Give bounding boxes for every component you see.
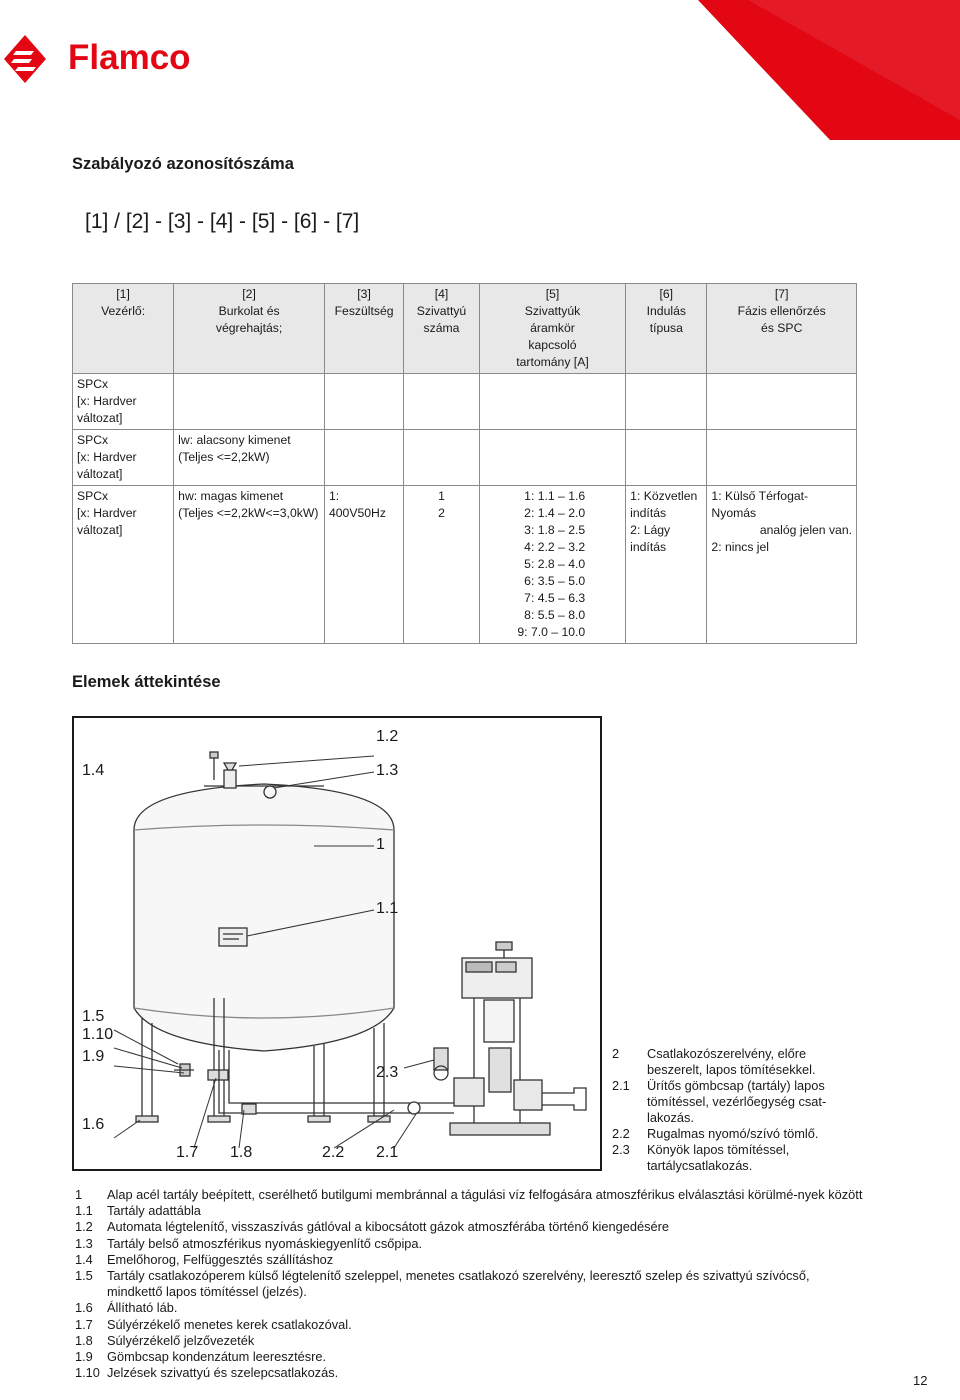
- title-rest: Telepítési: [591, 36, 685, 59]
- list-item: 1.1 Tartály adattábla: [75, 1203, 201, 1219]
- table-cell: [626, 374, 707, 430]
- table-cell: 1: 1.1 – 1.6 2: 1.4 – 2.0 3: 1.8 – 2.5 4: 2.2 – 3.2 5: 2.8 – 4.0 6: 3.5 – 5.0 7: 4.5 – 6.3 8: 5.5 – 8.0 9: 7.0 – 10.0: [479, 486, 625, 644]
- table-cell: 1: 400V50Hz: [325, 486, 404, 644]
- table-cell: [479, 430, 625, 486]
- table-header-row: [73, 284, 857, 374]
- table-cell: SPCx [x: Hardver változat]: [73, 486, 174, 644]
- table-cell: [707, 374, 857, 430]
- component-legend: [75, 1187, 865, 1381]
- title-subtitle: és üzemeltetési kézikönyv: [480, 57, 723, 80]
- list-item: 2.1 Ürítős gömbcsap (tartály) lapos tömítéssel, vezérlőegység csat-lakozás.: [612, 1078, 827, 1125]
- vessel-drawing: [74, 718, 602, 1171]
- list-item: 1.3 Tartály belső atmoszférikus nyomáskiegyenlítő csőpipa.: [75, 1235, 423, 1251]
- list-item: 1.7 Súlyérzékelő menetes kerek csatlakozóval.: [75, 1316, 352, 1332]
- table-row: [73, 486, 857, 644]
- table-cell: [626, 430, 707, 486]
- diagram-label: 1.9: [82, 1048, 105, 1065]
- table-header-cell: [4] Szivattyú száma: [404, 284, 480, 374]
- table-cell: 1: Külső Térfogat-Nyomás analóg jelen van. 2: nincs jel: [707, 486, 857, 644]
- page-header: [0, 0, 960, 140]
- list-item: 1.8 Súlyérzékelő jelzővezeték: [75, 1332, 255, 1348]
- diagram-label: 1.5: [82, 1008, 105, 1025]
- section-heading-components: Elemek áttekintése: [72, 673, 221, 691]
- list-item: 1.10 Jelzések szivattyú és szelepcsatlakozás.: [75, 1365, 339, 1381]
- table-cell: SPCx [x: Hardver változat]: [73, 374, 174, 430]
- diagram-label: 1.7: [176, 1144, 199, 1161]
- diagram-label: 2.2: [322, 1144, 345, 1161]
- table-cell: [479, 374, 625, 430]
- table-header-cell: [7] Fázis ellenőrzés és SPC: [707, 284, 857, 374]
- table-cell: [404, 374, 480, 430]
- section-heading-controller-id: Szabályozó azonosítószáma: [72, 155, 294, 173]
- table-header-cell: [6] Indulás típusa: [626, 284, 707, 374]
- diagram-label: 1.1: [376, 900, 399, 917]
- flamco-logo-icon: [2, 33, 48, 89]
- table-cell: lw: alacsony kimenet (Teljes <=2,2kW): [174, 430, 325, 486]
- diagram-label: 2.1: [376, 1144, 399, 1161]
- table-cell: 1: Közvetlen indítás 2: Lágy indítás: [626, 486, 707, 644]
- diagram-label: 1.6: [82, 1116, 105, 1133]
- table-cell: [404, 430, 480, 486]
- list-item: 1.5 Tartály csatlakozóperem külső légtelenítő szeleppel, menetes csatlakozó szerelvény, leeresztő szelep és szivattyú szívócső, mindkettő lapos tömítéssel (jelzés).: [75, 1268, 810, 1300]
- table-header-cell: [1] Vezérlő:: [73, 284, 174, 374]
- component-diagram: [72, 716, 602, 1171]
- diagram-label: 1.3: [376, 762, 399, 779]
- diagram-label: 1.10: [82, 1026, 114, 1043]
- document-title: [480, 33, 723, 80]
- table-cell: hw: magas kimenet (Teljes <=2,2kW<=3,0kW): [174, 486, 325, 644]
- table-header-cell: [5] Szivattyúk áramkör kapcsoló tartomány [A]: [479, 284, 625, 374]
- diagram-label: 1: [376, 836, 385, 853]
- table-cell: 1 2: [404, 486, 480, 644]
- title-product: Flamcomat: [480, 36, 583, 59]
- diagram-label: 1.2: [376, 728, 399, 745]
- list-item: 1 Alap acél tartály beépített, cserélhető butilgumi membránnal a tágulási víz felfogására atmoszférikus elválasztási körülmé-nyek között: [75, 1187, 863, 1202]
- list-item: 2.3 Könyök lapos tömítéssel, tartálycsatlakozás.: [612, 1142, 790, 1173]
- title-registered: ®: [582, 37, 592, 49]
- brand-name: Flamco: [68, 38, 191, 77]
- controller-code-format: [1] / [2] - [3] - [4] - [5] - [6] - [7]: [85, 210, 360, 233]
- table-cell: [325, 374, 404, 430]
- controller-id-table: [72, 283, 857, 644]
- diagram-label: 2.3: [376, 1064, 399, 1081]
- table-header-cell: [2] Burkolat és végrehajtás;: [174, 284, 325, 374]
- list-item: 2.2 Rugalmas nyomó/szívó tömlő.: [612, 1126, 819, 1141]
- table-row: [73, 430, 857, 486]
- table-cell: [174, 374, 325, 430]
- table-row: [73, 374, 857, 430]
- table-cell: SPCx [x: Hardver változat]: [73, 430, 174, 486]
- list-item: 1.9 Gömbcsap kondenzátum leeresztésre.: [75, 1349, 327, 1365]
- connection-legend: [612, 1046, 852, 1174]
- table-cell: [707, 430, 857, 486]
- diagram-label: 1.8: [230, 1144, 253, 1161]
- list-item: 1.2 Automata légtelenítő, visszaszívás gátlóval a kibocsátott gázok atmoszférába történő kiengedésére: [75, 1219, 669, 1235]
- diagram-label: 1.4: [82, 762, 105, 779]
- list-item: 2 Csatlakozószerelvény, előre beszerelt, lapos tömítésekkel.: [612, 1046, 816, 1077]
- table-cell: [325, 430, 404, 486]
- list-item: 1.4 Emelőhorog, Felfüggesztés szállításhoz: [75, 1251, 334, 1267]
- list-item: 1.6 Állítható láb.: [75, 1300, 178, 1316]
- page-number: 12: [913, 1373, 928, 1388]
- table-header-cell: [3] Feszültség: [325, 284, 404, 374]
